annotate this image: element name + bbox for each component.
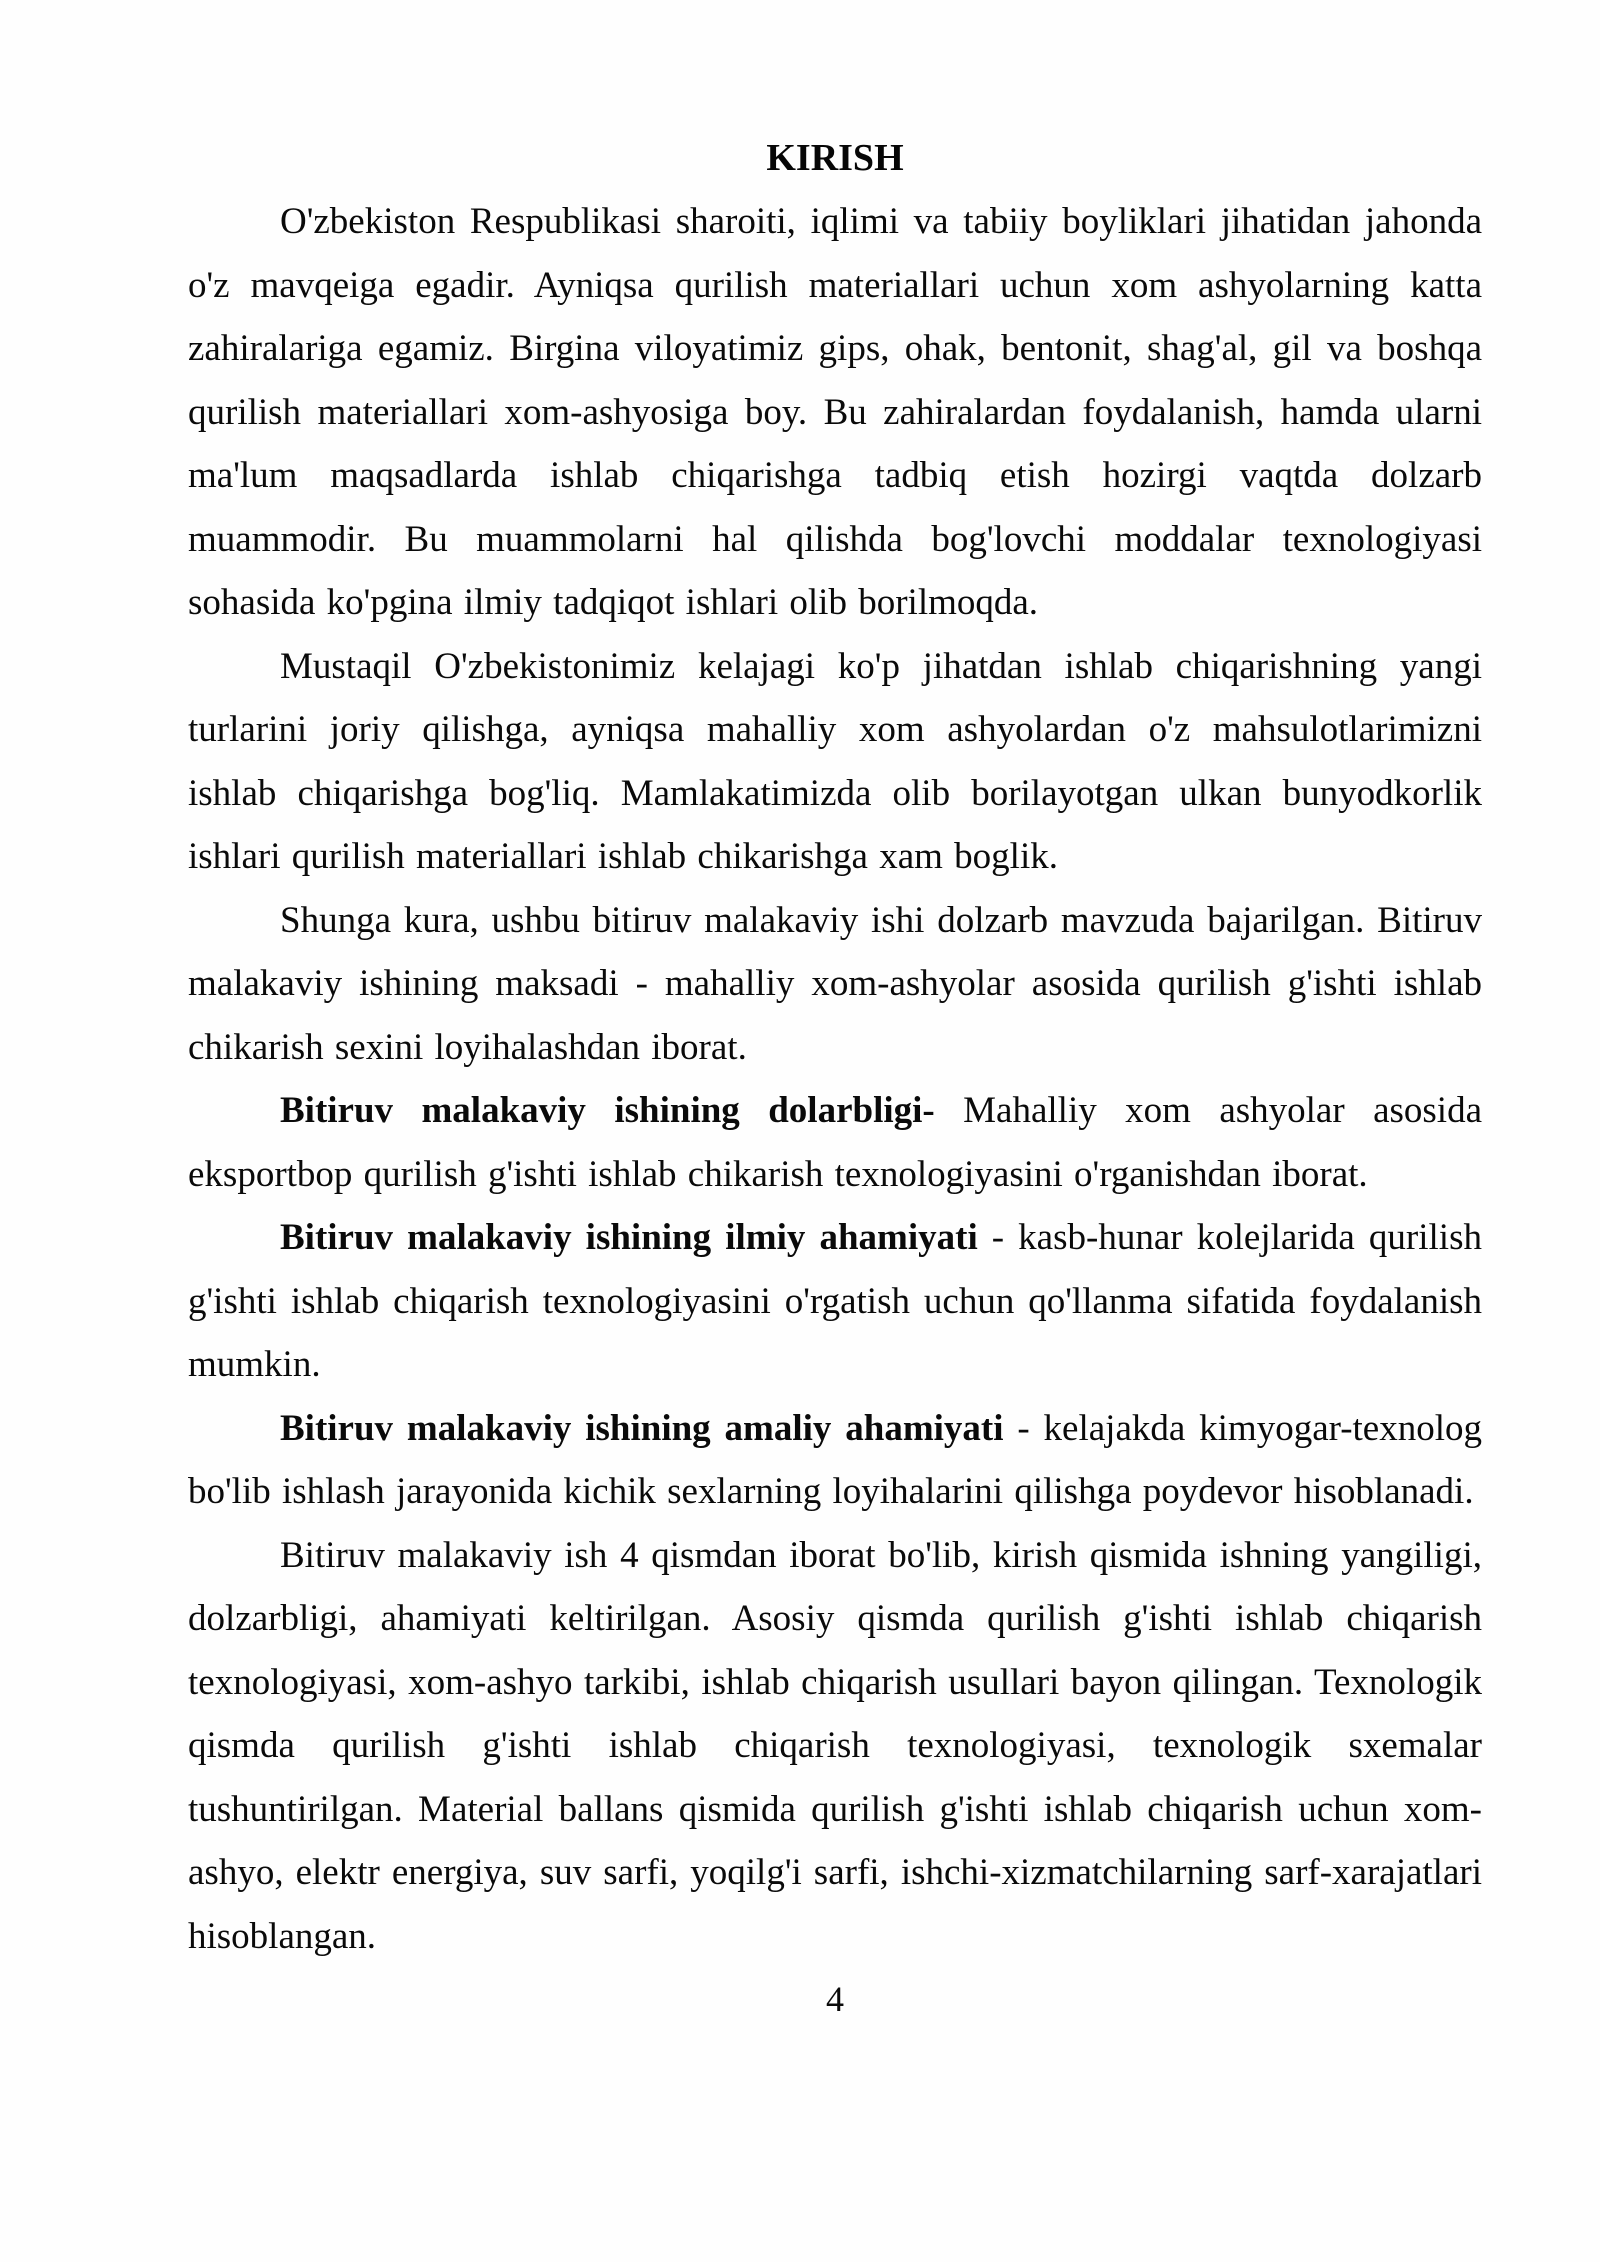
paragraph-lead: Bitiruv malakaviy ishining amaliy ahamiyati [280, 1407, 1004, 1449]
paragraph-text: Mustaqil O'zbekistonimiz kelajagi ko'p jihatdan ishlab chiqarishning yangi turlarini joriy qilishga, ayniqsa mahalliy xom ashyolardan o'z mahsulotlarimizni ishlab chiqarishga bog'liq. Mamlakatimizda olib borilayotgan ulkan bunyodkorlik ishlari qurilish materiallari ishlab chikarishga xam boglik. [188, 645, 1482, 877]
paragraph [188, 1524, 1482, 1969]
paragraph-text: - kasb-hunar kolejlarida qurilish g'ishti ishlab chiqarish texnologiyasini o'rgatish uchun qo'llanma sifatida foydalanish mumkin. [188, 1217, 1482, 1385]
paragraph [188, 1206, 1482, 1397]
paragraph-text: O'zbekiston Respublikasi sharoiti, iqlimi va tabiiy boyliklari jihatidan jahonda o'z mavqeiga egadir. Ayniqsa qurilish materiallari uchun xom ashyolarning katta zahiralariga egamiz. Birgina viloyatimiz gips, ohak, bentonit, shag'al, gil va boshqa qurilish materiallari xom-ashyosiga boy. Bu zahiralardan foydalanish, hamda ularni ma'lum maqsadlarda ishlab chiqarishga tadbiq etish hozirgi vaqtda dolzarb muammodir. Bu muammolarni hal qilishda bog'lovchi moddalar texnologiyasi sohasida ko'pgina ilmiy tadqiqot ishlari olib borilmoqda. [188, 201, 1482, 623]
paragraph-lead: Bitiruv malakaviy ishining ilmiy ahamiyati [280, 1217, 978, 1258]
paragraph-text: Mahalliy xom ashyolar asosida eksportbop qurilish g'ishti ishlab chikarish texnologiyasini o'rganishdan iborat. [188, 1090, 1482, 1195]
paragraph-text: Shunga kura, ushbu bitiruv malakaviy ishi dolzarb mavzuda bajarilgan. Bitiruv malakaviy ishining maksadi - mahalliy xom-ashyolar asosida qurilish g'ishti ishlab chikarish sexini loyihalashdan iborat. [188, 899, 1482, 1068]
page-number: 4 [826, 1979, 844, 2019]
paragraph [188, 889, 1482, 1080]
paragraph-text: Bitiruv malakaviy ish 4 qismdan iborat bo'lib, kirish qismida ishning yangiligi, dolzarbligi, ahamiyati keltirilgan. Asosiy qismda qurilish g'ishti ishlab chiqarish texnologiyasi, xom-ashyo tarkibi, ishlab chiqarish usullari bayon qilingan. Texnologik qismda qurilish g'ishti ishlab chiqarish texnologiyasi, texnologik sxemalar tushuntirilgan. Material ballans qismida qurilish g'ishti ishlab chiqarish uchun xom-ashyo, elektr energiya, suv sarfi, yoqilg'i sarfi, ishchi-xizmatchilarning sarf-xarajatlari hisoblangan. [188, 1534, 1482, 1957]
page-title: KIRISH [766, 137, 904, 179]
paragraph [188, 1079, 1482, 1206]
paragraph-text: - kelajakda kimyogar-texnolog bo'lib ishlash jarayonida kichik sexlarning loyihalarini qilishga poydevor hisoblanadi. [188, 1407, 1482, 1512]
paragraph [188, 635, 1482, 889]
paragraph-lead: Bitiruv malakaviy ishining dolarbligi- [280, 1090, 935, 1131]
paragraph [188, 1397, 1482, 1524]
paragraph [188, 190, 1482, 635]
